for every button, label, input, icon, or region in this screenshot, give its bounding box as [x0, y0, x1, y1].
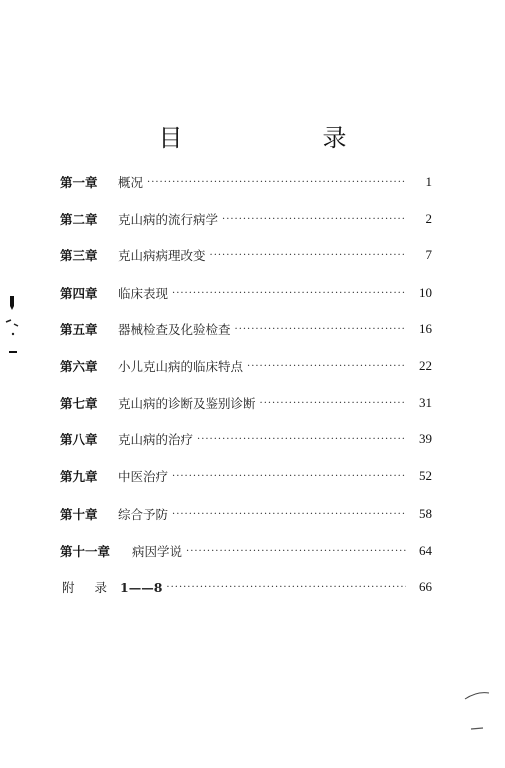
toc-entry: [60, 577, 432, 597]
chapter-title: 克山病病理改变: [118, 248, 206, 263]
appendix-label: 附 录: [62, 580, 115, 595]
page-number: 2: [425, 211, 432, 226]
dot-leader: [172, 471, 406, 482]
toc-entry: [60, 429, 432, 449]
chapter-title: 克山病的诊断及鉴别诊断: [118, 396, 256, 411]
dot-leader: [172, 509, 406, 520]
page-number: 22: [419, 358, 432, 373]
toc-entry: [60, 541, 432, 561]
page-number: 10: [419, 285, 432, 300]
page-number: 58: [419, 506, 432, 521]
toc-entry: [60, 319, 432, 339]
chapter-number: 第七章: [60, 396, 98, 411]
page-number: 7: [425, 247, 432, 262]
chapter-number: 第一章: [60, 175, 98, 190]
chapter-number: 第四章: [60, 286, 98, 301]
page-number: 31: [419, 395, 432, 410]
chapter-title: 中医治疗: [118, 469, 169, 484]
dot-leader: [197, 434, 406, 445]
toc-entry: [60, 393, 432, 413]
chapter-number: 第八章: [60, 432, 98, 447]
toc-entry: [60, 209, 432, 229]
dot-leader: [186, 546, 406, 557]
toc-entry: [60, 466, 432, 486]
page-number: 64: [419, 543, 432, 558]
chapter-title: 病因学说: [132, 544, 183, 559]
page-number: 16: [419, 321, 432, 336]
dot-leader: [247, 361, 406, 372]
chapter-title: 克山病的治疗: [118, 432, 194, 447]
chapter-number: 第九章: [60, 469, 98, 484]
chapter-title: 器械检查及化验检查: [118, 322, 231, 337]
chapter-number: 第三章: [60, 248, 98, 263]
toc-title: 目 录: [158, 124, 405, 152]
toc-entry: [60, 245, 432, 265]
page-number: 52: [419, 468, 432, 483]
chapter-number: 第十一章: [60, 544, 111, 559]
chapter-number: 第二章: [60, 212, 98, 227]
chapter-title: 临床表现: [118, 286, 169, 301]
toc-entry: [60, 283, 432, 303]
page-number: 1: [425, 174, 432, 189]
chapter-number: 第十章: [60, 507, 98, 522]
binding-marks: [0, 290, 30, 370]
corner-marks: [455, 685, 495, 745]
dot-leader: [222, 214, 406, 225]
toc-entry: [60, 356, 432, 376]
dot-leader: [147, 177, 406, 188]
dot-leader: [210, 250, 406, 261]
chapter-title: 综合予防: [118, 507, 169, 522]
page-number: 39: [419, 431, 432, 446]
toc-entry: [60, 504, 432, 524]
toc-entry: [60, 172, 432, 192]
dot-leader: [166, 582, 406, 593]
appendix-range: 1——8: [120, 579, 163, 595]
chapter-number: 第五章: [60, 322, 98, 337]
chapter-title: 克山病的流行病学: [118, 212, 219, 227]
chapter-title: 小儿克山病的临床特点: [118, 359, 244, 374]
page-number: 66: [419, 579, 432, 594]
chapter-title: 概况: [118, 175, 144, 190]
dot-leader: [235, 324, 406, 335]
chapter-number: 第六章: [60, 359, 98, 374]
dot-leader: [172, 288, 406, 299]
dot-leader: [260, 398, 406, 409]
